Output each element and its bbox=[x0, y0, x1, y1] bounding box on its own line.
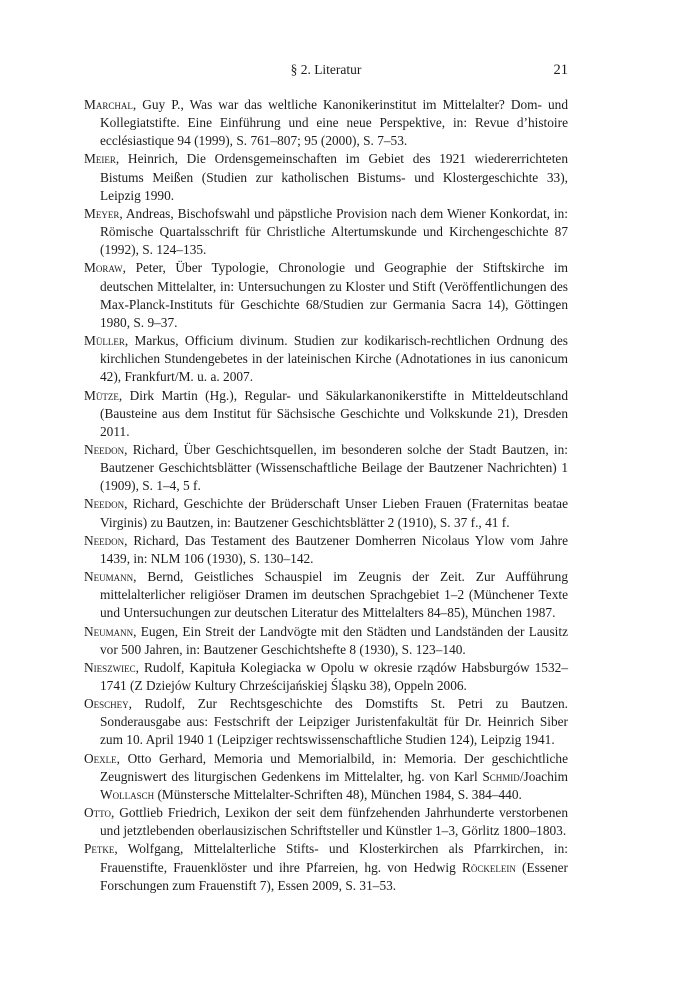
entry-author: Marchal bbox=[84, 97, 133, 112]
entry-text: , Guy P., Was war das weltliche Kanonikerinstitut im Mittelalter? Dom- und Kollegiatstifte. Eine Einführung und eine neue Perspektive, in: Revue d’histoire ecclésiastique 94 (1999), S. 761–807; 95 (2000), S. 7–53. bbox=[100, 97, 568, 149]
bibliography-entry-mueller bbox=[84, 332, 568, 386]
bibliography-entry-nieszwiec bbox=[84, 659, 568, 695]
running-head bbox=[84, 60, 568, 80]
editor-name: Schmid bbox=[482, 768, 520, 784]
entry-author: Moraw bbox=[84, 260, 123, 276]
editor-name: Röckelein bbox=[461, 859, 516, 875]
entry-text: /Joachim bbox=[519, 768, 568, 784]
bibliography-list bbox=[84, 96, 568, 895]
entry-text: , Richard, Über Geschichtsquellen, im besonderen solche der Stadt Bautzen, in: Bautzener Geschichtsblätter (Wissenschaftliche Beilage der Bautzener Nachrichten) 1 (1909), S. 1–4, 5 f. bbox=[100, 441, 568, 494]
entry-author: Needon bbox=[84, 496, 125, 512]
entry-text: , Heinrich, Die Ordensgemeinschaften im Gebiet des 1921 wiedererrichteten Bistums Meißen (Studien zur katholischen Bistums- und Klostergeschichte 33), Leipzig 1990. bbox=[100, 151, 568, 203]
entry-author: Neumann bbox=[84, 569, 134, 585]
entry-text: , Wolfgang, Mittelalterliche Stifts- und Klosterkirchen als Pfarrkirchen, in: Frauenstifte, Frauenklöster und ihre Pfarreien, hg. von Hedwig bbox=[100, 841, 568, 875]
entry-author: Nieszwiec bbox=[84, 659, 136, 675]
entry-text: , Gottlieb Friedrich, Lexikon der seit dem fünfzehenden Jahrhunderte verstorbenen und jetztlebenden oberlausizischen Schriftsteller und Künstler 1–3, Görlitz 1800–1803. bbox=[100, 805, 568, 839]
entry-text: , Richard, Das Testament des Bautzener Domherren Nicolaus Ylow vom Jahre 1439, in: NLM 106 (1930), S. 130–142. bbox=[100, 532, 568, 566]
bibliography-entry-meier bbox=[84, 150, 568, 204]
bibliography-entry-moraw bbox=[84, 259, 568, 332]
bibliography-entry-oexle bbox=[84, 750, 568, 804]
bibliography-entry-marchal bbox=[84, 96, 568, 150]
entry-author: Oexle bbox=[84, 750, 117, 766]
entry-text: (Essener Forschungen zum Frauenstift 7), Essen 2009, S. 31–53. bbox=[100, 859, 568, 893]
entry-text: , Rudolf, Kapituła Kolegiacka w Opolu w okresie rządów Habsburgów 1532–1741 (Z Dziejów Kultury Chrześcijańskiej Śląsku 38), Oppeln 2006. bbox=[100, 659, 568, 693]
entry-author: Oeschey bbox=[84, 696, 129, 712]
entry-author: Needon bbox=[84, 441, 125, 457]
page-number: 21 bbox=[553, 62, 568, 78]
bibliography-entry-needon-2 bbox=[84, 495, 568, 531]
bibliography-entry-needon-3 bbox=[84, 532, 568, 568]
entry-author: Petke bbox=[84, 841, 115, 857]
entry-author: Otto bbox=[84, 805, 111, 821]
bibliography-entry-meyer bbox=[84, 205, 568, 259]
entry-text: , Dirk Martin (Hg.), Regular- und Säkularkanonikerstifte in Mitteldeutschland (Bausteine aus dem Institut für Sächsische Geschichte und Volkskunde 21), Dresden 2011. bbox=[100, 387, 568, 439]
entry-text: (Münstersche Mittelalter-Schriften 48), München 1984, S. 384–440. bbox=[154, 786, 522, 802]
entry-text: , Eugen, Ein Streit der Landvögte mit den Städten und Landständen der Lausitz vor 500 Jahren, in: Bautzener Geschichtshefte 8 (1930), S. 123–140. bbox=[100, 623, 568, 657]
entry-author: Meier bbox=[84, 151, 116, 167]
entry-text: , Bernd, Geistliches Schauspiel im Zeugnis der Zeit. Zur Aufführung mittelalterlicher religiöser Dramen im deutschen Sprachgebiet 1–2 (Münchener Texte und Untersuchungen zur deutschen Literatur des Mittelalters 84–85), München 1987. bbox=[100, 569, 568, 621]
editor-name: Wollasch bbox=[100, 786, 155, 802]
entry-text: , Markus, Officium divinum. Studien zur kodikarisch-rechtlichen Ordnung des kirchlichen Stundengebetes in der lateinischen Kirche (Adnotationes in ius canonicum 42), Frankfurt/M. u. a. 2007. bbox=[100, 333, 568, 385]
bibliography-entry-neumann-2 bbox=[84, 623, 568, 659]
entry-text: , Peter, Über Typologie, Chronologie und Geographie der Stiftskirche im deutschen Mittelalter, in: Untersuchungen zu Kloster und Stift (Veröffentlichungen des Max-Planck-Instituts für Geschichte 68/Studien zur Germania Sacra 14), Göttingen 1980, S. 9–37. bbox=[100, 260, 568, 330]
bibliography-entry-petke bbox=[84, 840, 568, 894]
entry-author: Müller bbox=[84, 333, 125, 349]
bibliography-entry-otto bbox=[84, 804, 568, 840]
entry-text: , Andreas, Bischofswahl und päpstliche Provision nach dem Wiener Konkordat, in: Römische Quartalsschrift für Christliche Altertumskunde und Kirchengeschichte 87 (1992), S. 124–135. bbox=[100, 205, 568, 258]
bibliography-entry-oeschey bbox=[84, 695, 568, 749]
entry-text: , Richard, Geschichte der Brüderschaft Unser Lieben Frauen (Fraternitas beatae Virginis) zu Bautzen, in: Bautzener Geschichtsblätter 2 (1910), S. 37 f., 41 f. bbox=[100, 496, 568, 530]
entry-author: Neumann bbox=[84, 623, 134, 639]
running-title: § 2. Literatur bbox=[290, 62, 362, 77]
bibliography-entry-needon-1 bbox=[84, 441, 568, 495]
bibliography-entry-neumann-1 bbox=[84, 568, 568, 622]
entry-author: Meyer bbox=[84, 205, 120, 221]
entry-text: , Rudolf, Zur Rechtsgeschichte des Domstifts St. Petri zu Bautzen. Sonderausgabe aus: Festschrift der Leipziger Juristenfakultät für Dr. Heinrich Siber zum 10. April 1940 1 (Leipziger rechtswissenschaftliche Studien 124), Leipzig 1941. bbox=[100, 696, 568, 748]
entry-text: , Otto Gerhard, Memoria und Memorialbild, in: Memoria. Der geschichtliche Zeugniswert des liturgischen Gedenkens im Mittelalter, hg. von Karl bbox=[100, 750, 568, 784]
entry-author: Needon bbox=[84, 532, 125, 548]
entry-author: Mütze bbox=[84, 387, 119, 403]
bibliography-entry-muetze bbox=[84, 387, 568, 441]
